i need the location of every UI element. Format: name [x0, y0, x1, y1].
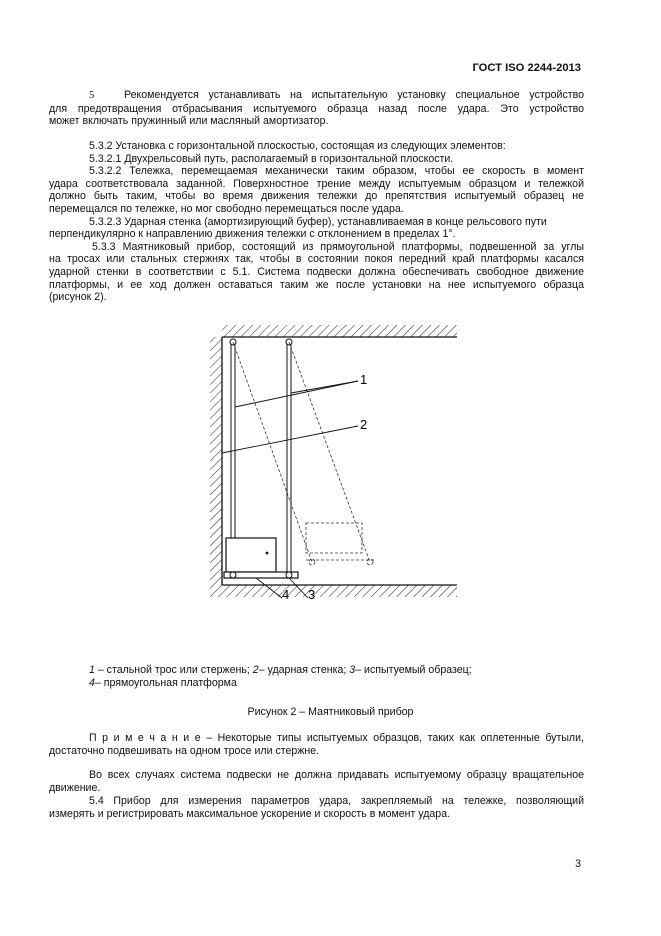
label-2: 2 — [360, 417, 368, 432]
test-specimen — [226, 538, 276, 572]
rotation-line-2: движение. — [49, 781, 101, 794]
clause-5-3-3-line-4: платформы, и ее ход должен оставаться таким же после установки на нее испытуемого образца — [49, 278, 584, 291]
clause-5-3-2-3-line-1: 5.3.2.3 Ударная стенка (амортизирующий буфер), устанавливаемая в конце рельсового пути — [89, 215, 547, 228]
floor — [222, 585, 457, 597]
ceiling — [222, 325, 457, 337]
clause-5-4-line-1: 5.4 Прибор для измерения параметров удара, закрепляемый на тележке, позволяющий — [89, 795, 584, 807]
legend-line-2: 4– прямоугольная платформа — [89, 676, 237, 689]
clause-5-3-3-line-5: (рисунок 2). — [49, 291, 107, 304]
clause-5-3-2-2-line-1: 5.3.2.2 Тележка, перемещаемая механически таким образом, чтобы ее скорость в момент — [89, 165, 584, 178]
label-1: 1 — [360, 372, 368, 387]
clause-5-4 — [49, 795, 584, 820]
suspension-cables — [230, 339, 292, 572]
clause-5-3-2-2-line-4: перемещался по тележке, но мог свободно перемещаться после удара. — [49, 202, 404, 215]
clause-5-3-2-text: 5.3.2 Установка с горизонтальной плоскостью, состоящая из следующих элементов: — [89, 140, 506, 152]
clause-5-3-3-line-1: 5.3.3 Маятниковый прибор, состоящий из прямоугольной платформы, подвешенной за углы — [92, 240, 584, 253]
figure-caption: Рисунок 2 – Маятниковый прибор — [247, 706, 414, 718]
swung-position — [233, 342, 376, 565]
label-4: 4 — [282, 587, 290, 600]
clause-5-3-2 — [49, 140, 584, 304]
note-block — [49, 732, 584, 757]
standard-header: ГОСТ ISO 2244-2013 — [472, 62, 581, 74]
clause-5-3-2-2-line-2: удара соответствовала заданной. Поверхностное трение между испытуемым образцом и тележкой — [49, 177, 584, 190]
note-5-number: 5 — [89, 90, 95, 101]
figure-legend — [89, 664, 584, 689]
note-5 — [49, 89, 584, 128]
note-label: П р и м е ч а н и е — [89, 732, 201, 744]
clause-5-3-3-line-2: на тросах или стальных стержнях так, чтобы в состоянии покоя передний край платформы касался — [49, 253, 584, 266]
note-line-1: – Некоторые типы испытуемых образцов, таких как оплетенные бутыли, — [200, 732, 584, 744]
clause-5-3-2-1-text: 5.3.2.1 Двухрельсовый путь, располагаемый в горизонтальной плоскости. — [89, 152, 454, 165]
clause-5-4-line-2: измерять и регистрировать максимальное ускорение и скорость в момент удара. — [49, 807, 451, 820]
pendulum-apparatus-figure — [210, 325, 460, 600]
note-5-line-2: для предотвращения отбрасывания испытуемого образца назад после удара. Это устройство — [49, 102, 584, 115]
rotation-line-1: Во всех случаях система подвески не должна придавать испытуемому образцу вращательное — [89, 769, 584, 781]
page-number: 3 — [575, 858, 581, 870]
rotation-paragraph — [49, 769, 584, 794]
clause-5-3-3-line-3: ударной стенки в соответствии с 5.1. Система подвески должна обеспечивать свободное движение — [49, 265, 584, 278]
note-5-line-3: может включать пружинный или масляный амортизатор. — [49, 115, 329, 128]
note-5-line-1: Рекомендуется устанавливать на испытательную установку специальное устройство — [124, 89, 584, 101]
label-3: 3 — [308, 587, 316, 600]
note-line-2: достаточно подвешивать на одном тросе или стержне. — [49, 744, 320, 757]
impact-wall — [210, 337, 222, 597]
legend-line-1: 1 – стальной трос или стержень; 2– ударная стенка; 3– испытуемый образец; — [89, 664, 472, 676]
clause-5-3-2-3-line-2: перпендикулярно к направлению движения тележки с отклонением в пределах 1°. — [49, 228, 456, 241]
rectangular-platform — [224, 572, 298, 578]
clause-5-3-2-2-line-3: должно быть таким, чтобы во время движения тележки до препятствия испытуемый образец не — [49, 190, 584, 203]
